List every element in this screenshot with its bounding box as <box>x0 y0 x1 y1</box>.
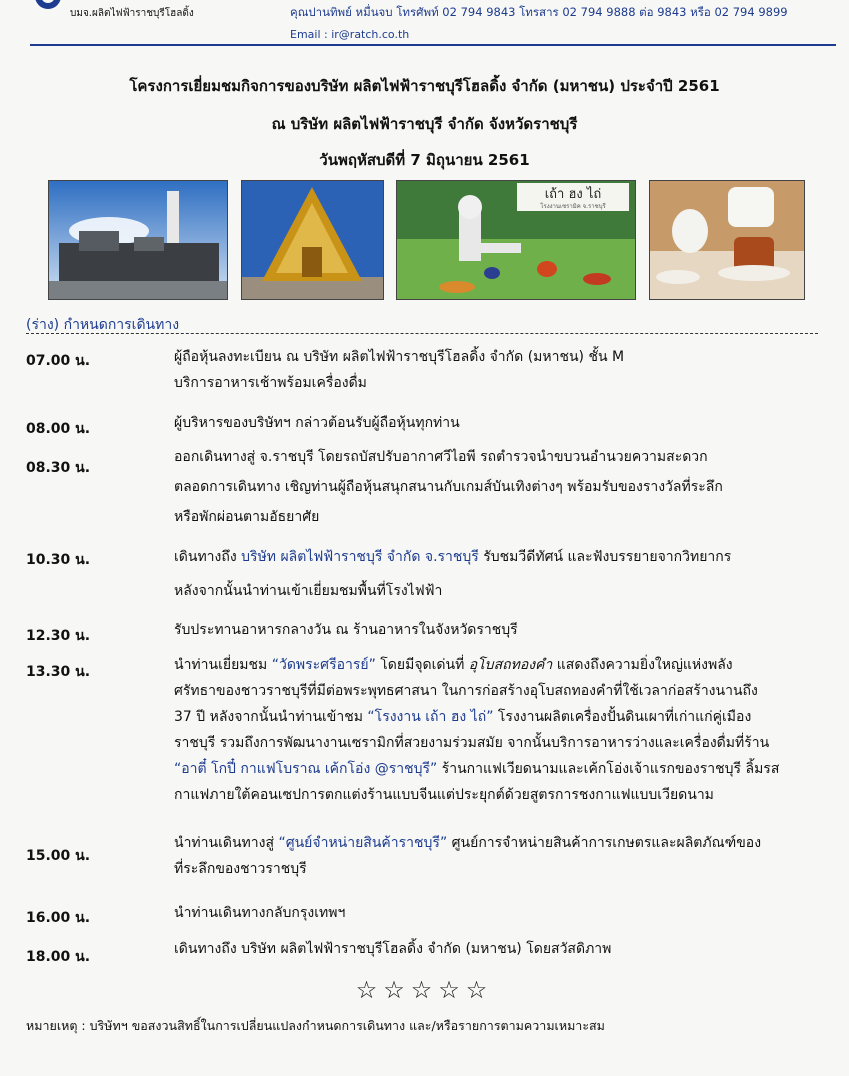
schedule-time: 15.00 น. <box>26 848 91 864</box>
power-plant-photo <box>48 180 228 300</box>
section-title: (ร่าง) กำหนดการเดินทาง <box>26 317 180 333</box>
schedule-item: นำท่านเดินทางสู่ “ศูนย์จำหน่ายสินค้าราชบุรี” ศูนย์การจำหน่ายสินค้าการเกษตรและผลิตภัณฑ์ของ ที่ระลึกของชาวราชบุรี <box>174 835 762 877</box>
schedule-time: 12.30 น. <box>26 628 91 644</box>
schedule-item: เดินทางถึง บริษัท ผลิตไฟฟ้าราชบุรีโฮลดิ้ง จำกัด (มหาชน) โดยสวัสดิภาพ <box>174 941 612 957</box>
company-logo-icon <box>28 0 68 12</box>
schedule-time: 10.30 น. <box>26 552 91 568</box>
schedule-item: เดินทางถึง บริษัท ผลิตไฟฟ้าราชบุรี จำกัด จ.ราชบุรี รับชมวีดีทัศน์ และฟังบรรยายจากวิทยากร หลังจากนั้นนำท่านเข้าเยี่ยมชมพื้นที่โรงไฟฟ้า <box>174 549 732 599</box>
section-divider <box>26 333 818 334</box>
page-title: โครงการเยี่ยมชมกิจการของบริษัท ผลิตไฟฟ้าราชบุรีโฮลดิ้ง จำกัด (มหาชน) ประจำปี 2561 <box>129 77 720 95</box>
schedule-time: 07.00 น. <box>26 353 91 369</box>
schedule-item: ผู้บริหารของบริษัทฯ กล่าวต้อนรับผู้ถือหุ้นทุกท่าน <box>174 415 460 431</box>
contact-line: คุณปานทิพย์ หมื่นจบ โทรศัพท์ 02 794 9843 โทรสาร 02 794 9888 ต่อ 9843 หรือ 02 794 9899 <box>290 5 788 19</box>
schedule-time: 16.00 น. <box>26 910 91 926</box>
schedule-item: รับประทานอาหารกลางวัน ณ ร้านอาหารในจังหวัดราชบุรี <box>174 622 518 638</box>
schedule-item: นำท่านเยี่ยมชม “วัดพระศรีอารย์” โดยมีจุดเด่นที่ อุโบสถทองคำ แสดงถึงความยิ่งใหญ่แห่งพลัง ศรัทธาของชาวราชบุรีที่มีต่อพระพุทธศาสนา ในการก่อสร้างอุโบสถทองคำที่ใช้เวลาก่อสร้างนานถึง 37 ปี หลังจากนั้นนำท่านเข้าชม “โรงงาน เถ้า ฮง ไถ่” โรงงานผลิตเครื่องปั้นดินเผาที่เก่าแก่คู่เมือง ราชบุรี รวมถึงการพัฒนางานเซรามิกที่สวยงามร่วมสมัย จากนั้นบริการอาหารว่างและเครื่องดื่มที่ร้าน “อาตี๋ โกปี๋ กาแฟโบราณ เค้กโอ่ง @ราชบุรี” ร้านกาแฟเวียดนามและเค้กโอ่งเจ้าแรกของราชบุรี ลิ้มรส กาแฟภายใต้คอนเซปการตกแต่งร้านแบบจีนแต่ประยุกต์ด้วยสูตรการชงกาแฟแบบเวียดนาม <box>174 657 780 803</box>
coffee-shop-photo <box>649 180 805 300</box>
ceramic-factory-photo <box>396 180 636 300</box>
decorative-stars-icon: ☆☆☆☆☆ <box>355 976 494 1004</box>
schedule-item: นำท่านเดินทางกลับกรุงเทพฯ <box>174 905 346 921</box>
photo-caption: เถ้า ฮง ไถ่ <box>544 187 602 202</box>
header-divider <box>30 44 836 46</box>
photo-subcaption: โรงงานเซรามิค จ.ราชบุรี <box>540 203 606 210</box>
schedule-time: 18.00 น. <box>26 949 91 965</box>
page-date: วันพฤหัสบดีที่ 7 มิถุนายน 2561 <box>319 151 530 169</box>
email-line[interactable]: Email : ir@ratch.co.th <box>290 28 410 41</box>
schedule-time: 08.00 น. <box>26 421 91 437</box>
golden-temple-photo <box>241 180 384 300</box>
schedule-time: 08.30 น. <box>26 460 91 476</box>
page-subtitle: ณ บริษัท ผลิตไฟฟ้าราชบุรี จำกัด จังหวัดราชบุรี <box>271 115 578 133</box>
company-short-name: บมจ.ผลิตไฟฟ้าราชบุรีโฮลดิ้ง <box>70 8 194 19</box>
schedule-item: ออกเดินทางสู่ จ.ราชบุรี โดยรถบัสปรับอากาศวีไอพี รถตำรวจนำขบวนอำนวยความสะดวก ตลอดการเดินทาง เชิญท่านผู้ถือหุ้นสนุกสนานกับเกมส์บันเทิงต่างๆ พร้อมรับของรางวัลที่ระลึก หรือพักผ่อนตามอัธยาศัย <box>174 449 723 525</box>
footnote: หมายเหตุ : บริษัทฯ ขอสงวนสิทธิ์ในการเปลี่ยนแปลงกำหนดการเดินทาง และ/หรือรายการตามความเหมาะสม <box>26 1018 605 1033</box>
schedule-time: 13.30 น. <box>26 664 91 680</box>
schedule-item: ผู้ถือหุ้นลงทะเบียน ณ บริษัท ผลิตไฟฟ้าราชบุรีโฮลดิ้ง จำกัด (มหาชน) ชั้น M บริการอาหารเช้าพร้อมเครื่องดื่ม <box>174 349 625 391</box>
